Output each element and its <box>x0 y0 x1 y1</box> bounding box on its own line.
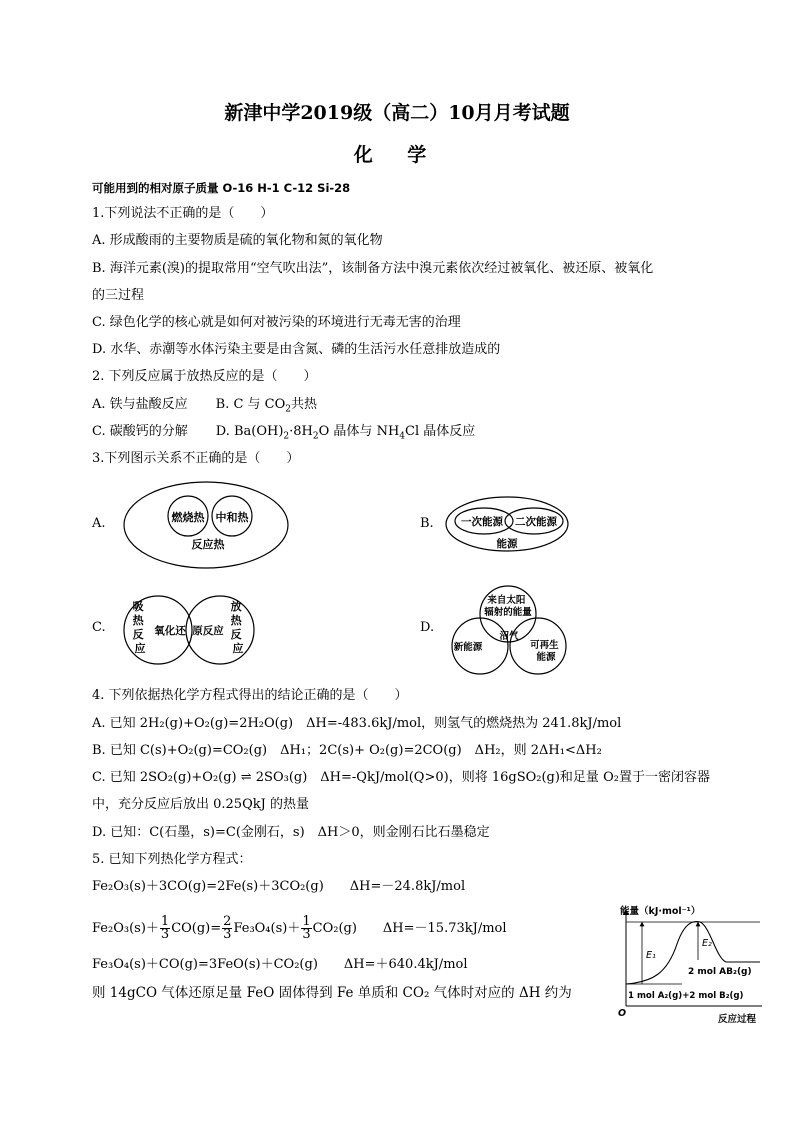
diagram-b-left: 一次能源 <box>461 516 503 528</box>
q4-option-b: B. 已知 C(s)+O₂(g)=CO₂(g) ΔH₁；2C(s)+ O₂(g)=2CO(g) ΔH₂，则 2ΔH₁<ΔH₂ <box>92 743 602 758</box>
q3-label-b: B. <box>420 516 434 531</box>
diagram-a-outer: 反应热 <box>191 538 225 551</box>
origin-label: O <box>618 1008 627 1019</box>
atomic-masses: 可能用到的相对原子质量 O-16 H-1 C-12 Si-28 <box>92 181 351 195</box>
q3-stem: 3.下列图示关系不正确的是（ ） <box>92 451 300 466</box>
x-axis-label: 反应过程 <box>718 1014 757 1025</box>
q1-option-d: D. 水华、赤潮等水体污染主要是由含氮、磷的生活污水任意排放造成的 <box>92 342 501 357</box>
q5-stem: 5. 已知下列热化学方程式： <box>92 852 252 867</box>
q2-option-a: A. 铁与盐酸反应 <box>92 397 188 412</box>
y-axis-label: 能量（kJ·mol⁻¹） <box>620 906 701 917</box>
q2-option-d: D. $Ba(OH)_2\cdot 8H_2O$ 晶体与 $NH_4Cl$ 晶体反应 <box>215 424 476 442</box>
q4-option-c-cont: 中，充分反应后放出 0.25QkJ 的热量 <box>92 797 309 812</box>
q2-option-c: C. 碳酸钙的分解 <box>92 424 188 439</box>
e2-label: E₂ <box>702 938 712 949</box>
e1-label: E₁ <box>646 950 656 961</box>
subject-title: 化 学 <box>353 144 441 166</box>
q2-stem: 2. 下列反应属于放热反应的是（ ） <box>92 369 317 384</box>
q3-label-a: A. <box>92 516 106 531</box>
q1-option-b: B. 海洋元素(溴)的提取常用“空气吹出法”，该制备方法中溴元素依次经过被氧化、被还原、被氧化 <box>92 261 654 276</box>
energy-diagram <box>612 904 772 1026</box>
q5-eq2: Fe₂O₃(s)＋ $\frac{1}{3}$ CO(g)= $\frac{2}{3}$ Fe₃O₄(s)＋ $\frac{1}{3}$ CO₂(g) ΔH=－15.73kJ/mol <box>92 914 507 942</box>
diagram-d <box>448 584 570 678</box>
q3-label-c: C. <box>92 620 106 635</box>
diagram-b-right: 二次能源 <box>515 516 557 528</box>
q4-option-d: D. 已知：C(石墨，s)=C(金刚石，s) ΔH＞0，则金刚石比石墨稳定 <box>92 825 490 840</box>
diagram-c-mid-right: 原反应 <box>192 625 224 637</box>
diagram-b <box>444 495 572 553</box>
exam-title: 新津中学2019级（高二）10月月考试题 <box>224 102 570 124</box>
svg-text:可再生 能源: 可再生 能源 <box>530 640 559 663</box>
diagram-d-left: 新能源 <box>453 642 483 653</box>
product-label: 2 mol AB₂(g) <box>688 967 752 977</box>
q3-label-d: D. <box>420 620 435 635</box>
q4-option-c: C. 已知 2SO₂(g)+O₂(g) ⇌ 2SO₃(g) ΔH=-QkJ/mol(Q>0)，则将 16gSO₂(g)和足量 O₂置于一密闭容器 <box>92 770 710 785</box>
q2-options-ab <box>92 397 734 418</box>
diagram-a-left: 燃烧热 <box>171 511 205 524</box>
diagram-a <box>122 480 292 570</box>
q2-options-cd <box>92 424 734 445</box>
q2-option-b: B. C 与 $CO_2$共热 <box>215 397 318 415</box>
q1-option-c: C. 绿色化学的核心就是如何对被污染的环境进行无毒无害的治理 <box>92 315 461 330</box>
q1-stem: 1.下列说法不正确的是（ ） <box>92 206 274 221</box>
reactant-label: 1 mol A₂(g)+2 mol B₂(g) <box>628 991 744 1001</box>
diagram-b-outer: 能源 <box>496 538 518 550</box>
svg-text:来自太阳 辐射的能量: 来自太阳 辐射的能量 <box>484 595 532 618</box>
q1-option-b-cont: 的三过程 <box>92 288 145 303</box>
diagram-a-right: 中和热 <box>215 511 249 524</box>
diagram-d-center: 沼气 <box>499 631 519 642</box>
diagram-c-mid-left: 氧化还 <box>154 625 186 637</box>
q4-stem: 4. 下列依据热化学方程式得出的结论正确的是（ ） <box>92 688 408 703</box>
svg-text:吸 热 反 应: 吸 热 反 应 <box>132 600 146 655</box>
svg-text:放 热 反 应: 放 热 反 应 <box>230 600 244 655</box>
q4-option-a: A. 已知 2H₂(g)+O₂(g)=2H₂O(g) ΔH=-483.6kJ/mol，则氢气的燃烧热为 241.8kJ/mol <box>92 716 622 731</box>
q5-eq1: Fe₂O₃(s)＋3CO(g)=2Fe(s)＋3CO₂(g) ΔH=－24.8kJ/mol <box>92 879 466 894</box>
q1-option-a: A. 形成酸雨的主要物质是硫的氧化物和氮的氧化物 <box>92 233 383 248</box>
diagram-c <box>122 594 262 666</box>
q5-question: 则 14gCO 气体还原足量 FeO 固体得到 Fe 单质和 CO₂ 气体时对应的 ΔH 约为 <box>92 985 572 1001</box>
q5-eq3: Fe₃O₄(s)＋CO(g)=3FeO(s)＋CO₂(g) ΔH=＋640.4kJ/mol <box>92 957 468 972</box>
